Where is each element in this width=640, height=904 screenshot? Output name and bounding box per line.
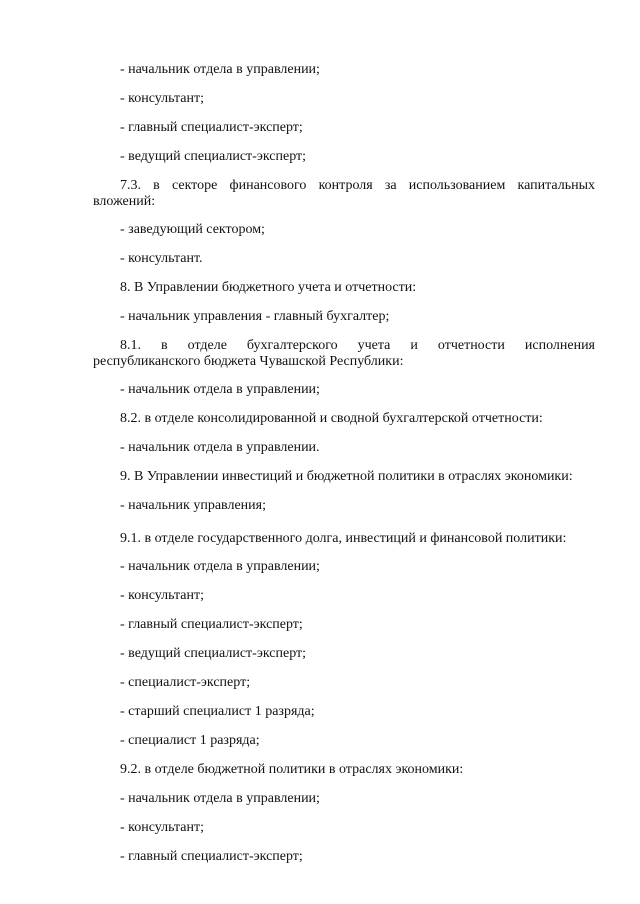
paragraph [93, 222, 595, 238]
paragraph [93, 411, 595, 427]
paragraph [93, 178, 595, 210]
text-line: - ведущий специалист-эксперт; [120, 646, 307, 661]
text-line: - специалист 1 разряда; [120, 733, 260, 748]
paragraph [93, 704, 595, 720]
paragraph [93, 791, 595, 807]
paragraph [93, 440, 595, 456]
text-line: вложений: [93, 194, 156, 209]
paragraph [93, 531, 595, 547]
text-line: 8. В Управлении бюджетного учета и отчетности: [120, 280, 417, 295]
text-line: 9. В Управлении инвестиций и бюджетной политики в отраслях экономики: [120, 469, 573, 484]
paragraph [93, 280, 595, 296]
paragraph [93, 91, 595, 107]
paragraph [93, 120, 595, 136]
paragraph [93, 309, 595, 325]
text-line: - начальник управления - главный бухгалтер; [120, 309, 390, 324]
text-line: - начальник управления; [120, 498, 266, 513]
text-line: - начальник отдела в управлении; [120, 382, 320, 397]
paragraph [93, 820, 595, 836]
paragraph [93, 338, 595, 370]
text-line: - начальник отдела в управлении; [120, 791, 320, 806]
paragraph [93, 498, 595, 514]
text-line: - старший специалист 1 разряда; [120, 704, 315, 719]
text-line: - начальник отдела в управлении. [120, 440, 320, 455]
text-line: - начальник отдела в управлении; [120, 559, 320, 574]
paragraph [93, 762, 595, 778]
paragraph [93, 617, 595, 633]
paragraph [93, 733, 595, 749]
paragraph [93, 62, 595, 78]
paragraph [93, 849, 595, 865]
text-line: - заведующий сектором; [120, 222, 265, 237]
paragraph [93, 469, 595, 485]
paragraph [93, 251, 595, 267]
text-line: - ведущий специалист-эксперт; [120, 149, 307, 164]
paragraph [93, 675, 595, 691]
text-line: 9.1. в отделе государственного долга, инвестиций и финансовой политики: [120, 531, 567, 546]
text-line: - консультант; [120, 91, 204, 106]
text-line: - консультант; [120, 820, 204, 835]
text-line: - главный специалист-эксперт; [120, 120, 303, 135]
paragraph [93, 588, 595, 604]
paragraph [93, 149, 595, 165]
text-line: 9.2. в отделе бюджетной политики в отраслях экономики: [120, 762, 464, 777]
text-line: - главный специалист-эксперт; [120, 849, 303, 864]
text-line: 8.1. в отделе бухгалтерского учета и отчетности исполнения [120, 338, 595, 353]
text-line: - главный специалист-эксперт; [120, 617, 303, 632]
text-line: - консультант; [120, 588, 204, 603]
paragraph [93, 559, 595, 575]
text-line: - специалист-эксперт; [120, 675, 251, 690]
paragraph [93, 646, 595, 662]
text-line: 7.3. в секторе финансового контроля за использованием капитальных [120, 178, 595, 193]
text-line: - начальник отдела в управлении; [120, 62, 320, 77]
text-line: - консультант. [120, 251, 203, 266]
text-line: 8.2. в отделе консолидированной и сводной бухгалтерской отчетности: [120, 411, 543, 426]
text-line: республиканского бюджета Чувашской Республики: [93, 354, 404, 369]
paragraph [93, 382, 595, 398]
